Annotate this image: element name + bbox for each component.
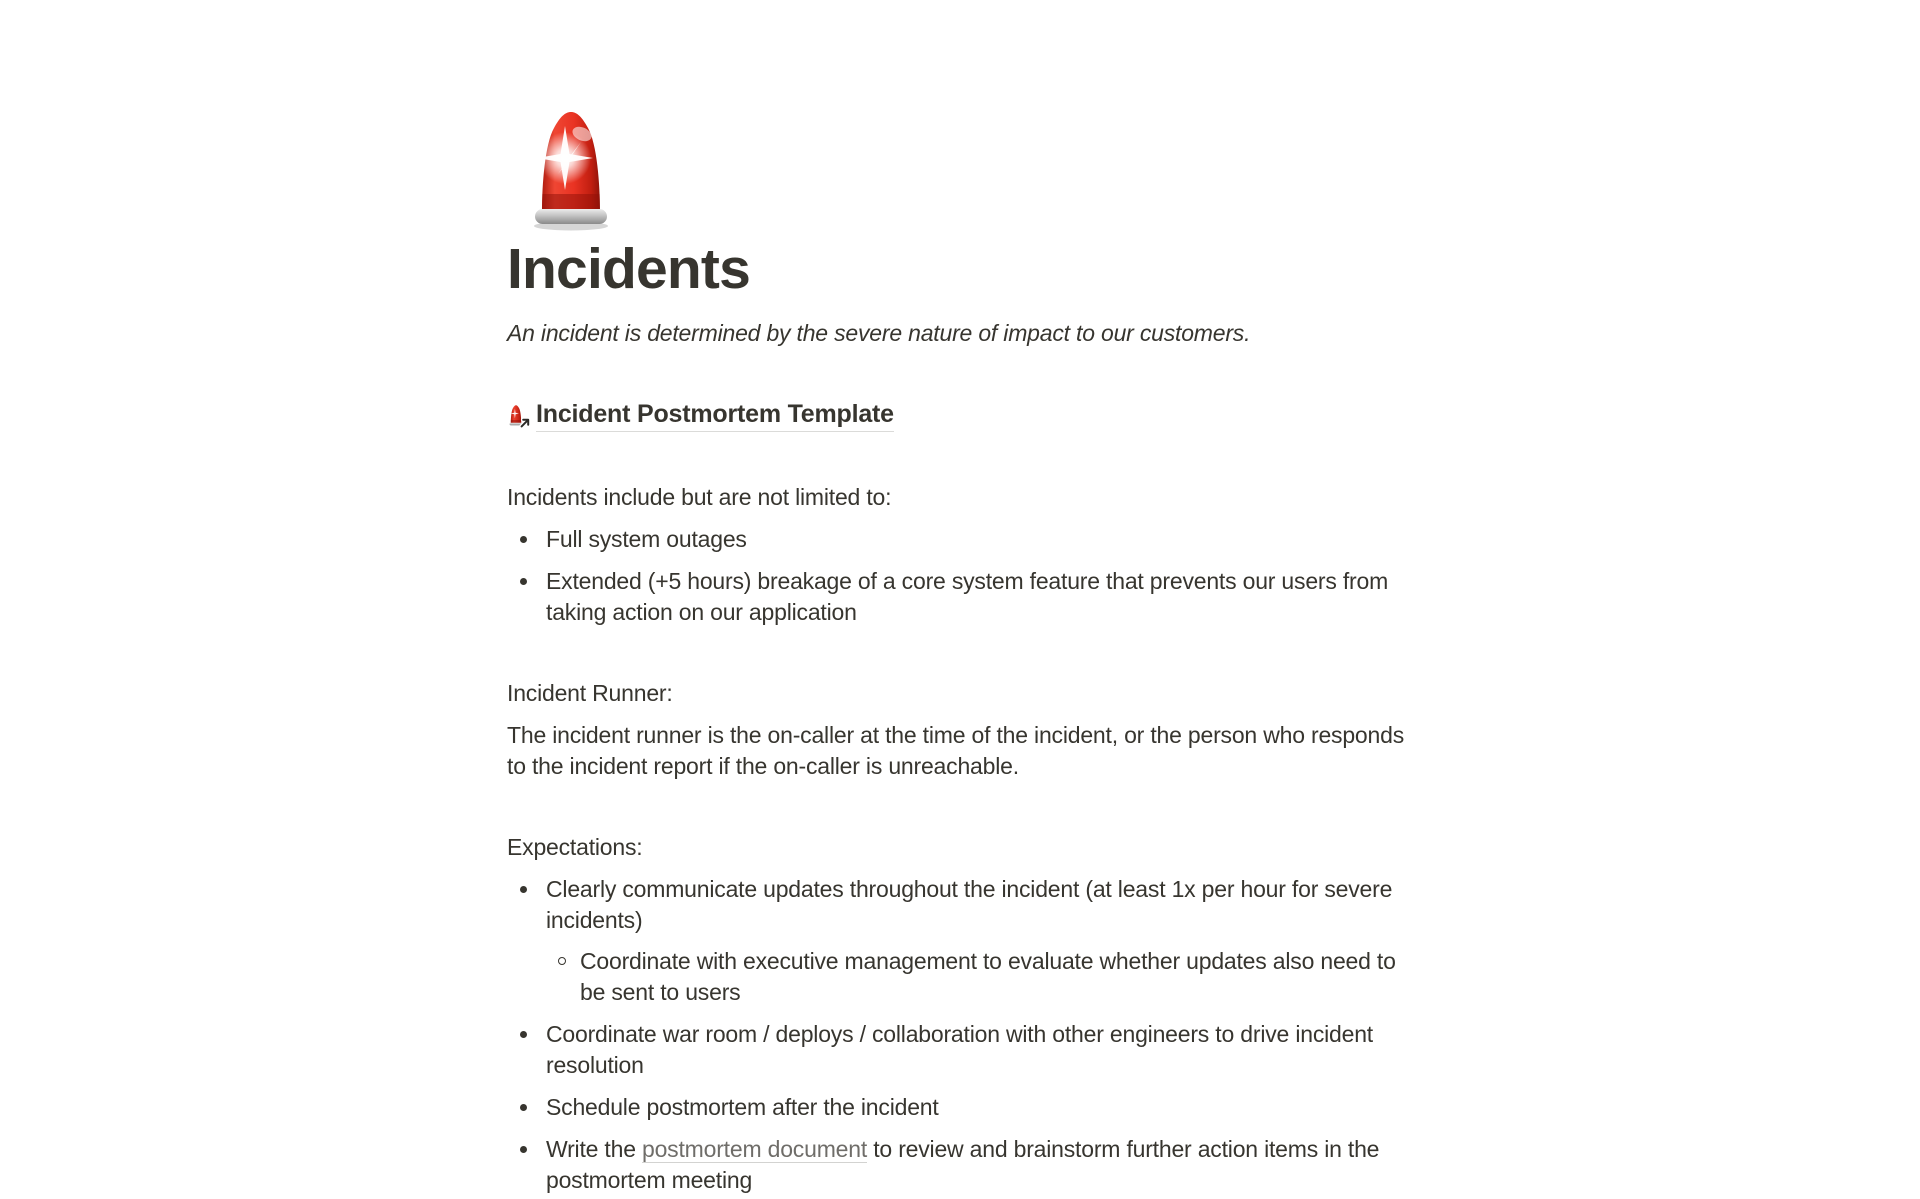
bullet-icon xyxy=(520,578,527,585)
incident-runner-description: The incident runner is the on-caller at the time of the incident, or the person who responds to the incident report if the on-caller is unreachable. xyxy=(507,722,1405,779)
template-link-label[interactable]: Incident Postmortem Template xyxy=(536,399,894,432)
incidents-include-list xyxy=(507,524,1413,628)
page-title[interactable]: Incidents xyxy=(507,237,751,301)
postmortem-document-link[interactable]: postmortem document xyxy=(642,1136,868,1162)
expectations-sublist xyxy=(546,946,1413,1008)
list-item xyxy=(507,1134,1413,1196)
list-item xyxy=(507,566,1413,628)
page-subtitle: An incident is determined by the severe nature of impact to our customers. xyxy=(507,320,1251,346)
list-item-text: Write the xyxy=(546,1136,642,1162)
bullet-icon xyxy=(520,536,527,543)
list-item-text: Full system outages xyxy=(546,526,747,552)
bullet-icon xyxy=(520,886,527,893)
list-item-text: to review and brainstorm further action items in the postmortem meeting xyxy=(546,1136,1380,1193)
expectations-list xyxy=(507,874,1413,1196)
list-item-text: Coordinate with executive management to evaluate whether updates also need to be sent to users xyxy=(580,948,1396,1005)
list-item-text: Clearly communicate updates throughout the incident (at least 1x per hour for severe incidents) xyxy=(546,876,1393,933)
bullet-icon xyxy=(520,1146,527,1153)
incidents-include-heading: Incidents include but are not limited to: xyxy=(507,484,892,510)
link-arrow-icon xyxy=(519,417,531,429)
expectations-heading: Expectations: xyxy=(507,834,643,860)
list-item xyxy=(507,1092,1413,1123)
linked-page-icon xyxy=(507,404,525,427)
page-content xyxy=(507,0,1413,1196)
list-item-text: Schedule postmortem after the incident xyxy=(546,1094,939,1120)
incident-postmortem-template-link[interactable] xyxy=(507,399,894,432)
sub-bullet-icon xyxy=(558,957,566,965)
list-item-text: Coordinate war room / deploys / collaboration with other engineers to drive incident resolution xyxy=(546,1021,1373,1078)
list-item xyxy=(507,874,1413,1008)
rotating-light-siren-icon xyxy=(521,106,621,232)
page-icon-rotating-light[interactable] xyxy=(521,106,621,232)
list-item xyxy=(507,524,1413,555)
incident-runner-heading: Incident Runner: xyxy=(507,680,673,706)
list-item xyxy=(507,1019,1413,1081)
bullet-icon xyxy=(520,1031,527,1038)
bullet-icon xyxy=(520,1104,527,1111)
list-item-text: Extended (+5 hours) breakage of a core system feature that prevents our users from taking action on our application xyxy=(546,568,1389,625)
sub-list-item xyxy=(546,946,1413,1008)
